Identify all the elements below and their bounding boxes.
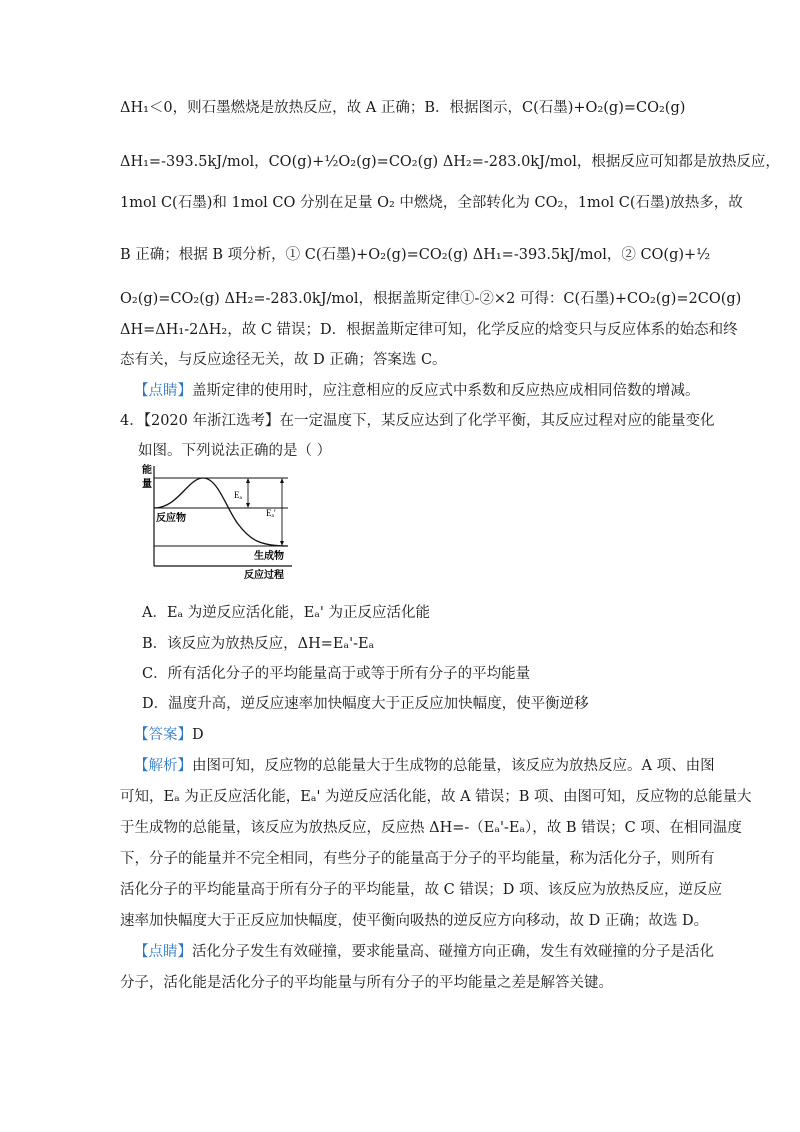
analysis-line: 于生成物的总能量，该反应为放热反应，反应热 ΔH=-（Eₐ'-Eₐ），故 B 错误；C 项、在相同温度 [120, 820, 742, 836]
note-text: 盖斯定律的使用时，应注意相应的反应式中系数和反应热应成相同倍数的增减。 [192, 383, 700, 399]
x-axis-label: 反应过程 [244, 570, 284, 580]
note-paragraph [134, 942, 714, 962]
question-line: 如图。下列说法正确的是（ ） [138, 443, 332, 459]
analysis-text: 由图可知，反应物的总能量大于生成物的总能量，该反应为放热反应。A 项、由图 [192, 758, 715, 774]
note-text: 活化分子发生有效碰撞，要求能量高、碰撞方向正确，发生有效碰撞的分子是活化 [192, 944, 714, 960]
analysis-tag: 【解析】 [134, 758, 192, 774]
text-line: O₂(g)=CO₂(g) ΔH₂=-283.0kJ/mol，根据盖斯定律①-②×2 可得：C(石墨)+CO₂(g)=2CO(g) [120, 291, 742, 307]
ea-label: Eₐ [234, 490, 242, 500]
note-tag: 【点睛】 [134, 383, 192, 399]
y-axis-label: 能 [142, 465, 152, 476]
text-line: B 正确；根据 B 项分析，① C(石墨)+O₂(g)=CO₂(g) ΔH₁=-393.5kJ/mol，② CO(g)+½ [120, 247, 711, 263]
analysis-line: 下，分子的能量并不完全相同，有些分子的能量高于分子的平均能量，称为活化分子，则所有 [120, 851, 715, 867]
ea-arrowhead [246, 503, 250, 508]
product-label: 生成物 [254, 551, 284, 562]
ea-prime-arrowhead [280, 478, 284, 483]
text-line: ΔH₁＜0，则石墨燃烧是放热反应，故 A 正确；B．根据图示，C(石墨)+O₂(g)=CO₂(g) [120, 100, 686, 116]
answer-line [134, 725, 204, 745]
note-paragraph [134, 381, 700, 401]
y-axis-label: 量 [142, 479, 152, 490]
analysis-line: 速率加快幅度大于正反应加快幅度，使平衡向吸热的逆反应方向移动，故 D 正确；故选 D。 [120, 913, 709, 929]
text-line: ΔH=ΔH₁-2ΔH₂，故 C 错误；D．根据盖斯定律可知，化学反应的焓变只与反应体系的始态和终 [120, 322, 738, 338]
option-a: A．Eₐ 为逆反应活化能，Eₐ' 为正反应活化能 [142, 605, 431, 621]
energy-diagram [138, 462, 300, 580]
analysis-first-line [134, 756, 715, 776]
analysis-line: 活化分子的平均能量高于所有分子的平均能量，故 C 错误；D 项、该反应为放热反应，逆反应 [120, 882, 723, 898]
analysis-line: 可知，Eₐ 为正反应活化能，Eₐ' 为逆反应活化能，故 A 错误；B 项、由图可知，反应物的总能量大 [120, 789, 752, 805]
text-line: 1mol C(石墨)和 1mol CO 分别在足量 O₂ 中燃烧，全部转化为 CO₂，1mol C(石墨)放热多，故 [120, 195, 743, 211]
ea-prime-label: Eₐ' [266, 508, 276, 518]
note-line: 分子，活化能是活化分子的平均能量与所有分子的平均能量之差是解答关键。 [120, 975, 613, 991]
ea-arrowhead [246, 478, 250, 483]
question-line: 4．【2020 年浙江选考】在一定温度下，某反应达到了化学平衡，其反应过程对应的能量变化 [120, 413, 715, 429]
note-tag: 【点睛】 [134, 944, 192, 960]
option-d: D．温度升高，逆反应速率加快幅度大于正反应加快幅度，使平衡逆移 [142, 696, 589, 712]
option-c: C．所有活化分子的平均能量高于或等于所有分子的平均能量 [142, 666, 531, 682]
reactant-label: 反应物 [156, 513, 186, 524]
answer-tag: 【答案】 [134, 727, 192, 743]
text-line: 态有关，与反应途径无关，故 D 正确；答案选 C。 [120, 352, 447, 368]
option-b: B．该反应为放热反应，ΔH=Eₐ'-Eₐ [142, 636, 375, 652]
text-line: ΔH₁=-393.5kJ/mol，CO(g)+½O₂(g)=CO₂(g) ΔH₂=-283.0kJ/mol，根据反应可知都是放热反应， [120, 154, 780, 170]
answer-text: D [192, 727, 204, 743]
